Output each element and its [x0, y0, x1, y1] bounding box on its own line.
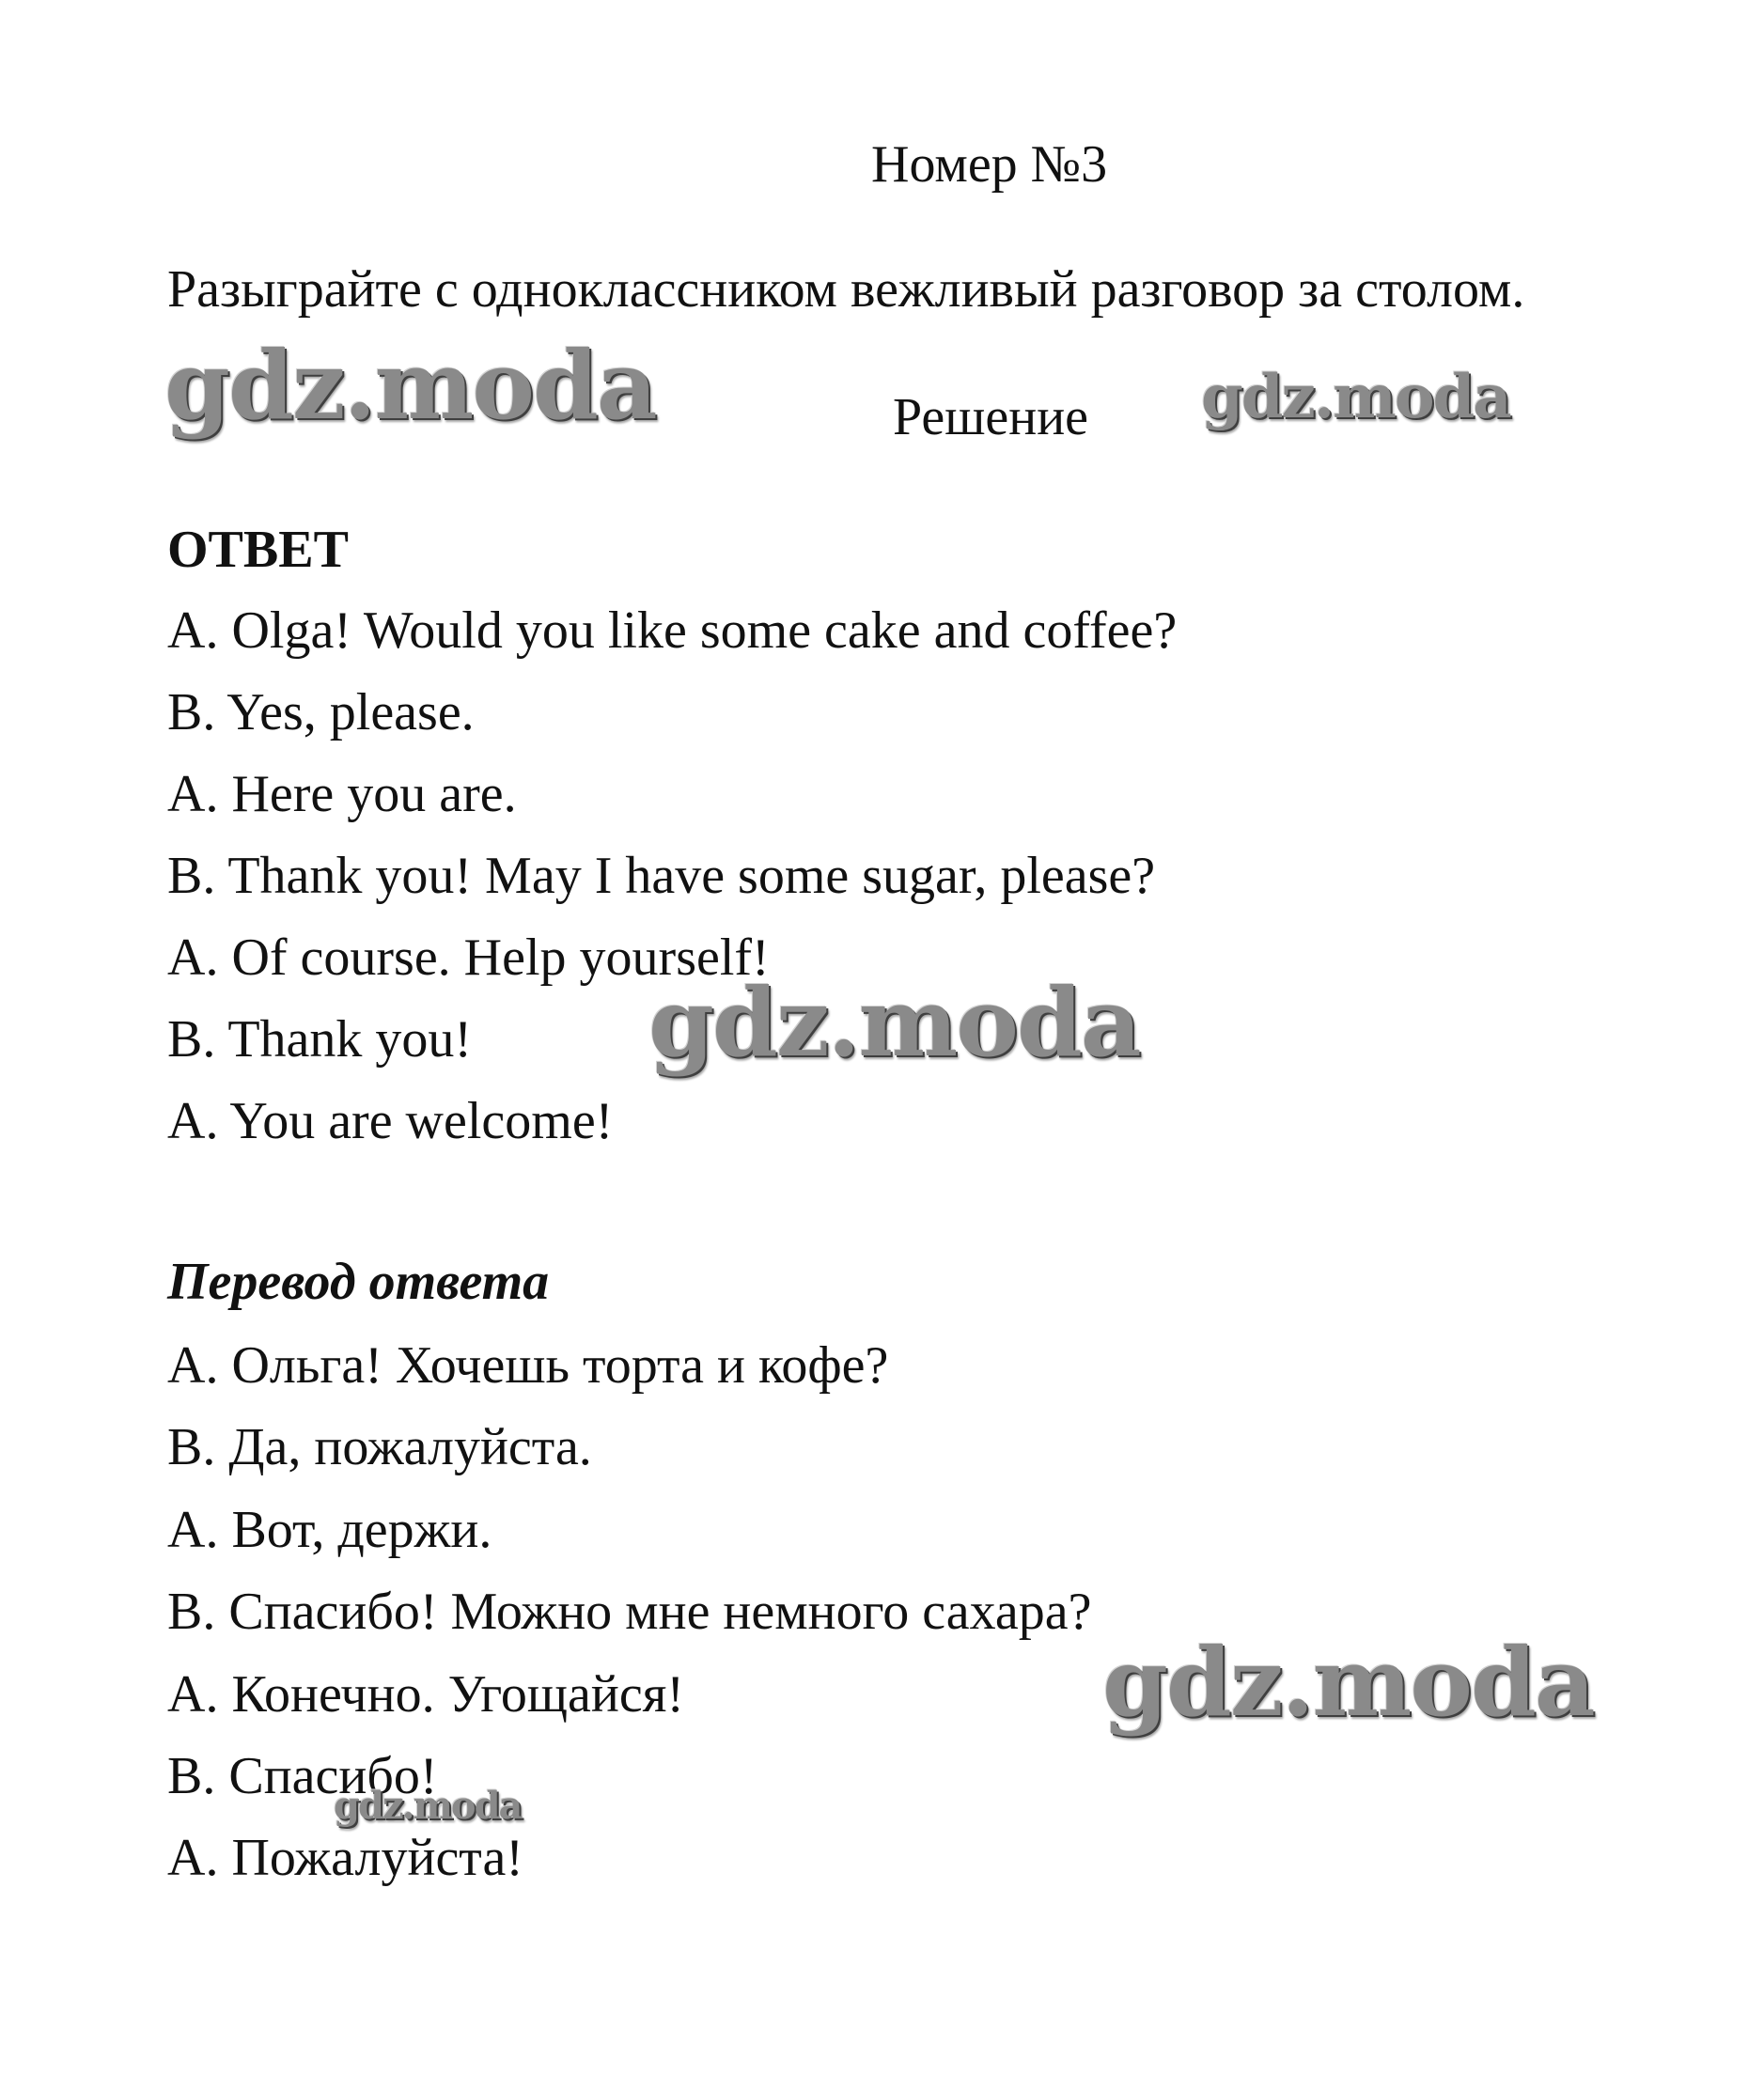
- translation-line: B. Спасибо! Можно мне немного сахара?: [167, 1583, 1092, 1641]
- answer-heading: ОТВЕТ: [167, 521, 349, 579]
- watermark-logo: gdz.moda: [164, 330, 656, 441]
- translation-line: B. Да, пожалуйста.: [167, 1418, 592, 1476]
- translation-heading: Перевод ответа: [167, 1253, 550, 1311]
- task-text: Разыграйте с одноклассником вежливый разговор за столом.: [167, 260, 1525, 319]
- translation-line: A. Пожалуйста!: [167, 1829, 523, 1887]
- translation-line: A. Конечно. Угощайся!: [167, 1665, 685, 1724]
- answer-line: B. Thank you!: [167, 1010, 473, 1069]
- solution-label: Решение: [893, 388, 1089, 446]
- answer-line: A. You are welcome!: [167, 1092, 614, 1150]
- answer-line: B. Thank you! May I have some sugar, please?: [167, 847, 1156, 905]
- page-title: Номер №3: [871, 135, 1108, 194]
- answer-line: A. Olga! Would you like some cake and coffee?: [167, 601, 1178, 660]
- watermark-logo: gdz.moda: [334, 1784, 522, 1828]
- watermark-logo: gdz.moda: [648, 967, 1140, 1078]
- watermark-logo: gdz.moda: [1201, 362, 1510, 432]
- watermark-logo: gdz.moda: [1102, 1627, 1594, 1738]
- translation-line: B. Спасибо!: [167, 1747, 438, 1805]
- answer-line: A. Of course. Help yourself!: [167, 928, 770, 987]
- answer-line: A. Here you are.: [167, 765, 517, 823]
- answer-line: B. Yes, please.: [167, 683, 475, 741]
- translation-line: A. Ольга! Хочешь торта и кофе?: [167, 1336, 889, 1395]
- translation-line: A. Вот, держи.: [167, 1501, 492, 1559]
